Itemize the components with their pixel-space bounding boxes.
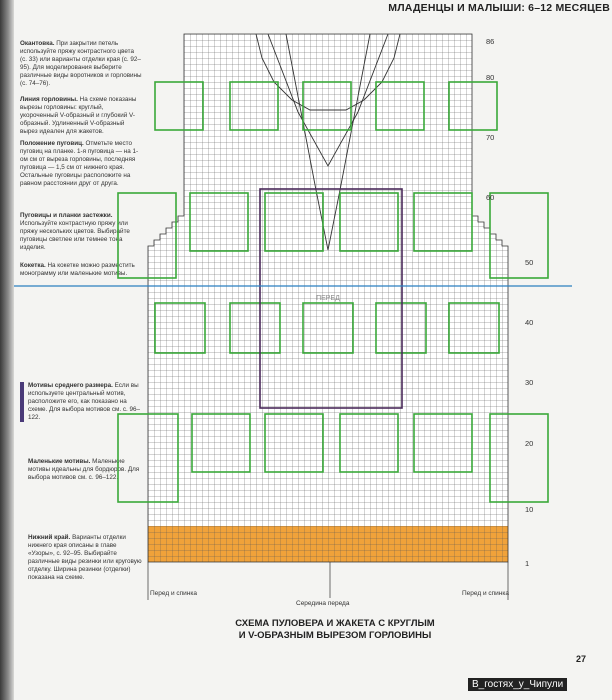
chart-title-line-1: СХЕМА ПУЛОВЕРА И ЖАКЕТА С КРУГЛЫМ xyxy=(235,618,435,629)
chart-title xyxy=(150,618,520,642)
label-center-front: Середина переда xyxy=(296,600,350,607)
label-front-and-back-left: Перед и спинка xyxy=(150,590,198,597)
chart-ghost-label: ПЕРЕД xyxy=(316,295,340,302)
row-label: 86 xyxy=(486,37,495,46)
sidebar-note-label: Нижний край. xyxy=(28,534,71,541)
row-label: 20 xyxy=(525,439,534,448)
sidebar-note-text: Отметьте место пуговиц на планке. 1-я пуговица — на 1-ом см от выреза горловины, последняя пуговица — 1,5 см от нижнего края. Остальные пуговицы расположите на равном расстоянии друг от друга. xyxy=(20,140,139,187)
sidebar-note-text: Если вы используете центральный мотив, расположите его, как показано на схеме. Для выбора мотивов см. с. 96–122. xyxy=(28,382,140,421)
sidebar-note-label: Пуговицы и планки застежки. xyxy=(20,212,113,219)
row-label: 1 xyxy=(525,559,530,568)
label-front-and-back-right: Перед и спинка xyxy=(462,590,510,597)
sidebar-note-label: Окантовка. xyxy=(20,40,55,47)
sidebar-note-label: Кокетка. xyxy=(20,262,46,269)
watermark: В_гостях_у_Чипули xyxy=(468,678,567,691)
row-label: 50 xyxy=(525,258,534,267)
sidebar-note-text: При закрытии петель используйте пряжу контрастного цвета (с. 33) или варианты отделки края (с. 92–95). Для моделирования выберите различные виды воротников и горловины (с. 74–76). xyxy=(20,40,142,87)
sidebar-note-label: Мотивы среднего размера. xyxy=(28,382,113,389)
row-label: 60 xyxy=(486,193,495,202)
page-header: МЛАДЕНЦЫ И МАЛЫШИ: 6–12 МЕСЯЦЕВ xyxy=(388,2,610,14)
row-label: 80 xyxy=(486,73,495,82)
sidebar-note-label: Положение пуговиц. xyxy=(20,140,84,147)
sidebar-note-label: Маленькие мотивы. xyxy=(28,458,91,465)
sidebar-note-text: Варианты отделки нижнего края описаны в главе «Узоры», с. 92–95. Выбирайте различные виды резинки или круговую отделку. Ширина резинки (отделки) показана на схеме. xyxy=(28,534,142,581)
chart-title-line-2: И V-ОБРАЗНЫМ ВЫРЕЗОМ ГОРЛОВИНЫ xyxy=(238,630,432,641)
sidebar-note-text: Маленькие мотивы идеальны для бордюров. Для выбора мотивов см. с. 96–122. xyxy=(28,458,140,481)
row-label: 40 xyxy=(525,318,534,327)
row-label: 70 xyxy=(486,133,495,142)
sidebar-note-text: На схеме показаны вырезы горловины: круглый, укороченный V-образный и глубокий V-образный. Удлиненный V-образный вырез идеален для жакетов. xyxy=(20,96,137,135)
sidebar-note-text: На кокетке можно разместить монограмму или маленькие мотивы. xyxy=(20,262,135,277)
page-number: 27 xyxy=(576,654,587,664)
sidebar-note-label: Линия горловины. xyxy=(20,96,78,103)
sidebar-note-text: Используйте контрастную пряжу или пряжу нескольких цветов. Выбирайте пуговицы светлее или темнее тона изделия. xyxy=(20,220,130,251)
row-label: 10 xyxy=(525,505,534,514)
row-label: 30 xyxy=(525,378,534,387)
